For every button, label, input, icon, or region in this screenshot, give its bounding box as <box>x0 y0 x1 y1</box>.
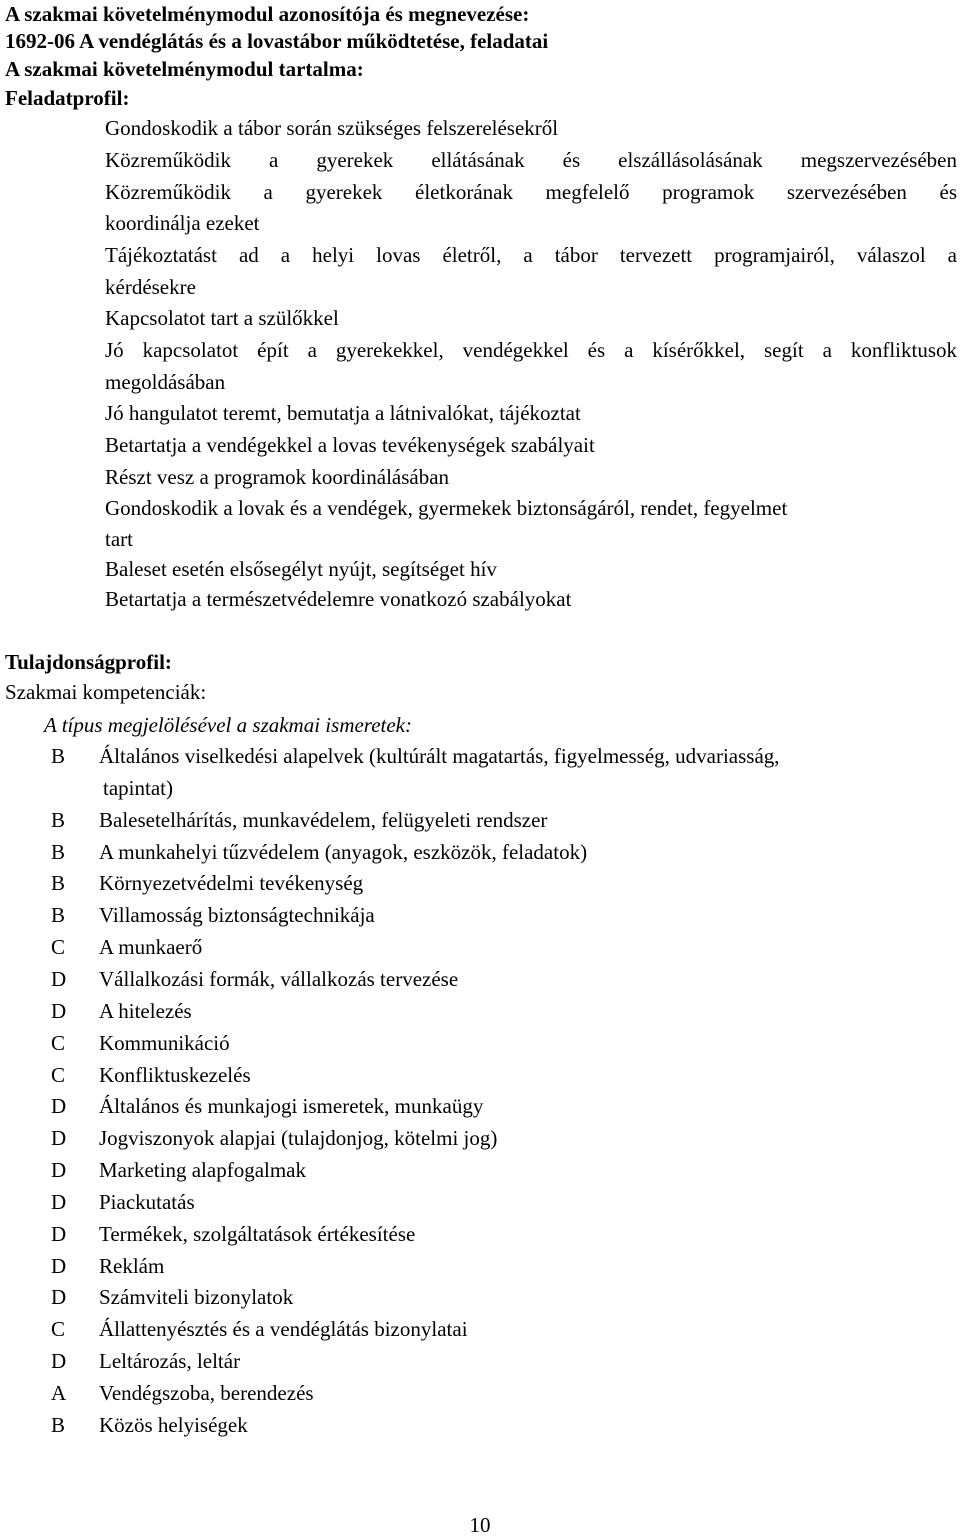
skill-level: B <box>51 871 66 896</box>
task-line: Kapcsolatot tart a szülőkkel <box>105 306 339 330</box>
type-label: A típus megjelölésével a szakmai ismeretek: <box>44 713 412 737</box>
skill-level: B <box>51 744 66 768</box>
skill-text: Villamosság biztonságtechnikája <box>99 903 375 928</box>
task-profile-heading: Feladatprofil: <box>5 86 130 110</box>
task-line: koordinálja ezeket <box>105 211 260 235</box>
task-line: Tájékoztatást ad a helyi lovas életről, a tábor tervezett programjairól, válaszol a <box>105 243 957 267</box>
task-line: Baleset esetén elsősegélyt nyújt, segítséget hív <box>105 557 497 581</box>
skill-level: D <box>51 1158 67 1183</box>
skill-text: Állattenyésztés és a vendéglátás bizonylatai <box>99 1317 468 1342</box>
skill-level: D <box>51 966 67 991</box>
skill-level: C <box>51 1030 66 1055</box>
page-number: 10 <box>469 1513 491 1537</box>
skill-level: B <box>51 903 66 928</box>
skill-level: A <box>51 1381 67 1405</box>
skill-text: Vendégszoba, berendezés <box>99 1381 314 1405</box>
skill-text-continuation: tapintat) <box>103 775 173 800</box>
task-line: Betartatja a természetvédelemre vonatkozó szabályokat <box>105 587 572 611</box>
task-line: megoldásában <box>105 370 226 394</box>
task-line: kérdésekre <box>105 275 196 299</box>
module-id-heading: A szakmai követelménymodul azonosítója és megnevezése: <box>5 2 530 26</box>
skill-level: D <box>51 1221 67 1246</box>
skill-text: Közös helyiségek <box>99 1412 248 1437</box>
skill-text: Termékek, szolgáltatások értékesítése <box>99 1221 416 1246</box>
skill-text: Leltározás, leltár <box>99 1349 241 1374</box>
task-line: Közreműködik a gyerekek ellátásának és elszállásolásának megszervezésében <box>105 148 957 172</box>
skill-level: B <box>51 1412 66 1437</box>
skill-text: Általános és munkajogi ismeretek, munkaügy <box>99 1094 484 1119</box>
skill-text: Balesetelhárítás, munkavédelem, felügyeleti rendszer <box>99 807 548 832</box>
skill-text: A hitelezés <box>99 998 192 1023</box>
skill-text: Reklám <box>99 1253 165 1278</box>
skill-text: A munkaerő <box>99 935 203 960</box>
skill-level: D <box>51 1126 67 1151</box>
skill-text: Konfliktuskezelés <box>99 1062 251 1087</box>
skill-level: D <box>51 1253 67 1278</box>
skill-text: Jogviszonyok alapjai (tulajdonjog, kötelmi jog) <box>99 1126 498 1151</box>
skill-text: Általános viselkedési alapelvek (kultúrált magatartás, figyelmesség, udvariasság, <box>99 744 780 768</box>
skill-level: C <box>51 935 66 960</box>
skill-level: D <box>51 1189 67 1214</box>
task-line: Gondoskodik a lovak és a vendégek, gyermekek biztonságáról, rendet, fegyelmet <box>105 496 788 520</box>
skill-level: B <box>51 839 66 864</box>
skill-level: B <box>51 807 66 832</box>
module-content-heading: A szakmai követelménymodul tartalma: <box>5 57 364 81</box>
skill-level: D <box>51 998 67 1023</box>
skill-text: Marketing alapfogalmak <box>99 1158 307 1183</box>
task-line: Közreműködik a gyerekek életkorának megfelelő programok szervezésében és <box>105 180 957 204</box>
skill-level: D <box>51 1285 67 1310</box>
skill-text: Vállalkozási formák, vállalkozás tervezése <box>99 966 459 991</box>
skill-text: A munkahelyi tűzvédelem (anyagok, eszközök, feladatok) <box>99 839 588 864</box>
task-line: Betartatja a vendégekkel a lovas tevékenységek szabályait <box>105 433 595 457</box>
task-line: Jó kapcsolatot épít a gyerekekkel, vendégekkel és a kísérőkkel, segít a konfliktusok <box>105 338 957 362</box>
skill-text: Piackutatás <box>99 1189 195 1214</box>
skill-level: C <box>51 1062 66 1087</box>
skill-text: Számviteli bizonylatok <box>99 1285 294 1310</box>
skill-level: D <box>51 1349 67 1374</box>
task-line: Részt vesz a programok koordinálásában <box>105 465 450 489</box>
task-line: Gondoskodik a tábor során szükséges felszerelésekről <box>105 116 559 140</box>
task-line: tart <box>105 527 133 551</box>
property-profile-heading: Tulajdonságprofil: <box>5 650 172 674</box>
skill-text: Kommunikáció <box>99 1030 230 1055</box>
skill-text: Környezetvédelmi tevékenység <box>99 871 364 896</box>
task-line: Jó hangulatot teremt, bemutatja a látnivalókat, tájékoztat <box>105 401 581 425</box>
module-title: 1692-06 A vendéglátás és a lovastábor működtetése, feladatai <box>5 29 549 53</box>
skill-level: C <box>51 1317 66 1342</box>
skill-level: D <box>51 1094 67 1119</box>
competencies-subheading: Szakmai kompetenciák: <box>5 680 207 704</box>
